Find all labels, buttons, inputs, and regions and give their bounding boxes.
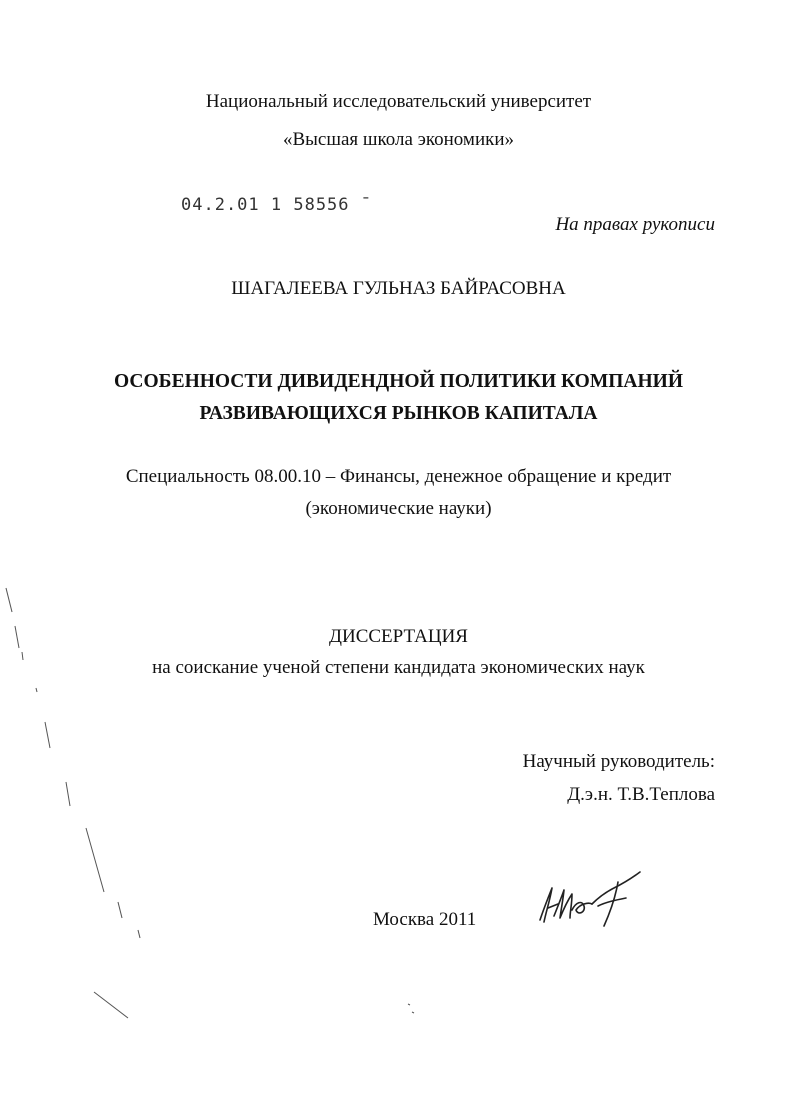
document-type: ДИССЕРТАЦИЯ <box>329 626 468 647</box>
dissertation-title-line1: ОСОБЕННОСТИ ДИВИДЕНДНОЙ ПОЛИТИКИ КОМПАНИЙ <box>114 371 683 392</box>
registration-number: 04.2.01 1 58556 ˉ <box>181 195 372 215</box>
manuscript-note: На правах рукописи <box>555 214 715 235</box>
author-name: ШАГАЛЕЕВА ГУЛЬНАЗ БАЙРАСОВНА <box>231 278 566 299</box>
degree-line: на соискание ученой степени кандидата экономических наук <box>152 657 645 678</box>
place-year: Москва 2011 <box>373 909 477 930</box>
supervisor-label: Научный руководитель: <box>522 751 715 772</box>
university-name: Национальный исследовательский университет <box>205 91 592 112</box>
supervisor-name: Д.э.н. Т.В.Теплова <box>567 784 715 805</box>
specialty-line1: Специальность 08.00.10 – Финансы, денежное обращение и кредит <box>125 466 672 487</box>
specialty-line2: (экономические науки) <box>305 498 492 519</box>
dissertation-title-line2: РАЗВИВАЮЩИХСЯ РЫНКОВ КАПИТАЛА <box>199 403 598 424</box>
university-subtitle: «Высшая школа экономики» <box>282 129 515 150</box>
